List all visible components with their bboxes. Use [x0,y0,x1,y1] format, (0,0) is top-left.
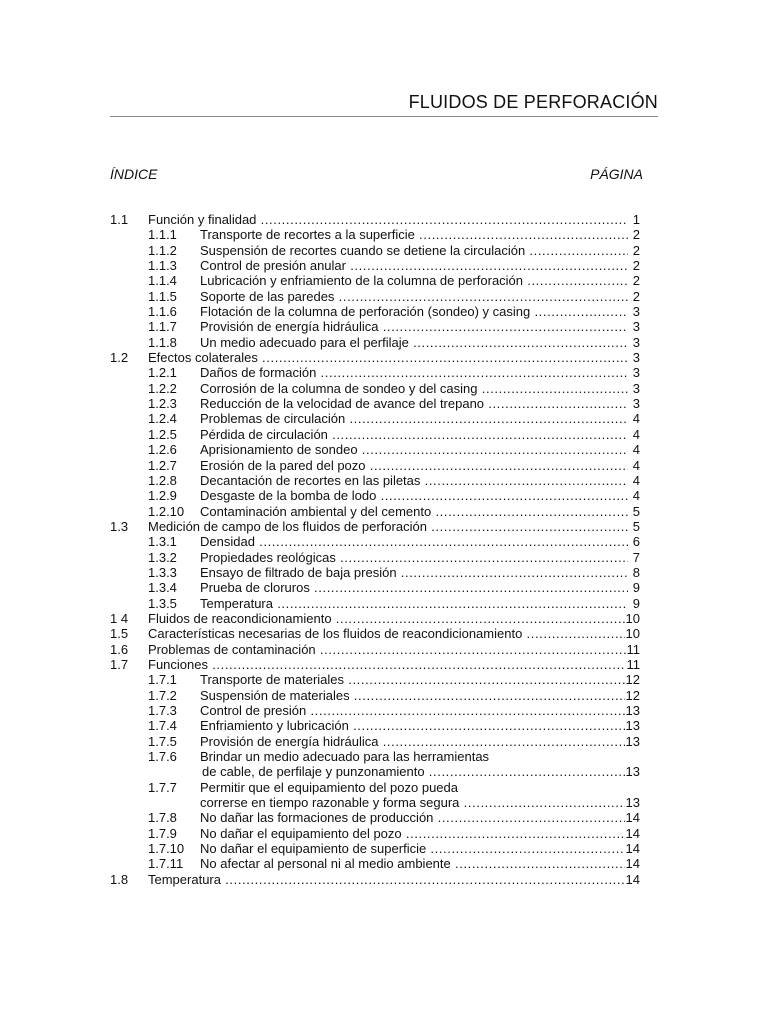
toc-entry-number: 1.7.7 [148,779,177,795]
toc-entry [110,841,640,856]
toc-entry-title: Ensayo de filtrado de baja presión ..... [200,565,628,580]
toc-entry-title: Daños de formación ..... [200,365,628,380]
toc-entry-number: 1.7.11 [148,856,184,872]
toc-entry-page: 3 [632,304,640,320]
toc-entry-page: 3 [632,365,640,381]
toc-entry-title: Reducción de la velocidad de avance del trepano ..... [200,396,628,411]
toc-entry-title: No dañar las formaciones de producción ..... [200,810,628,825]
toc-entry-number: 1.8 [110,871,129,887]
toc-entry-title: Pérdida de circulación ..... [200,427,628,442]
toc-entry-page: 11 [626,656,640,672]
toc-entry-number: 1.2.5 [148,426,177,442]
toc-entry-title: Control de presión ..... [200,703,628,718]
toc-entry-title: Aprisionamiento de sondeo ..... [200,442,628,457]
toc-entry-title: Decantación de recortes en las piletas ..... [200,473,628,488]
toc-entry-title: Suspensión de recortes cuando se detiene la circulación ..... [200,243,628,258]
toc-entry-title: Problemas de contaminación ..... [148,642,628,657]
toc-entry-title: Flotación de la columna de perforación (sondeo) y casing ..... [200,304,628,319]
toc-entry-page: 14 [625,810,640,826]
toc-entry-page: 4 [632,488,640,504]
toc-entry [110,319,640,334]
toc-entry-title: Temperatura ..... [148,872,628,887]
toc-entry [110,596,640,611]
toc-entry [110,672,640,687]
toc-entry-title: Lubricación y enfriamiento de la columna de perforación ..... [200,273,628,288]
toc-entry-number: 1.3.2 [148,549,177,565]
toc-entry-number: 1.1.6 [148,304,177,320]
toc-entry-page: 8 [632,564,640,580]
toc-entry-page: 10 [625,626,640,642]
toc-entry [110,611,640,626]
toc-entry-title: Problemas de circulación ..... [200,411,628,426]
toc-entry-number: 1.7.8 [148,810,177,826]
toc-entry [110,580,640,595]
toc-entry [110,872,640,887]
title-rule [110,116,658,117]
toc-entry-number: 1.1 [110,212,129,227]
toc-entry [110,749,640,764]
toc-entry-title: Provisión de energía hidráulica ..... [200,734,628,749]
toc-entry [110,642,640,657]
toc-entry-title: Contaminación ambiental y del cemento ..... [200,504,628,519]
toc-entry-page: 2 [632,273,640,289]
toc-entry [110,381,640,396]
toc-entry-title: Erosión de la pared del pozo ..... [200,458,628,473]
toc-entry-page: 4 [632,442,640,458]
toc-entry-page: 14 [625,856,640,872]
toc-entry [110,856,640,871]
toc-entry-number: 1.5 [110,626,129,642]
toc-entry-page: 3 [632,334,640,350]
toc-entry-number: 1.7.1 [148,672,177,688]
toc-entry [110,243,640,258]
toc-entry-title: Provisión de energía hidráulica ..... [200,319,628,334]
toc-entry-number: 1.7 [110,656,129,672]
toc-entry-title: Densidad ..... [200,534,628,549]
toc-entry [110,442,640,457]
toc-entry [110,657,640,672]
toc-entry-number: 1.7.9 [148,825,177,841]
toc-entry-page: 6 [632,534,640,550]
toc-entry-page: 3 [632,380,640,396]
toc-entry-number: 1.2.2 [148,380,177,396]
toc-entry-number: 1.3.5 [148,595,177,611]
toc-entry-number: 1.2.4 [148,411,177,427]
toc-entry-number: 1.7.3 [148,703,177,718]
toc-entry [110,718,640,733]
toc-entry-title: Prueba de cloruros ..... [200,580,628,595]
page-heading: PÁGINA [590,166,643,182]
toc-entry-page: 13 [625,764,640,780]
table-of-contents [110,212,640,887]
toc-entry-page: 12 [625,672,640,688]
toc-entry-title: Permitir que el equipamiento del pozo pueda [200,779,459,795]
toc-entry [110,795,640,810]
toc-entry-number: 1.7.5 [148,733,177,749]
toc-entry-page: 13 [625,795,640,811]
toc-entry-number: 1.6 [110,641,129,657]
toc-entry [110,734,640,749]
toc-entry-title: Función y finalidad ..... [148,212,628,227]
toc-entry-number: 1.2.3 [148,396,177,412]
toc-entry-title: No dañar el equipamiento del pozo ..... [200,826,628,841]
toc-entry-page: 3 [632,350,640,366]
toc-entry-number: 1.3.1 [148,534,177,550]
toc-entry [110,427,640,442]
toc-entry-number: 1.3 [110,518,129,534]
toc-entry-title: Suspensión de materiales ..... [200,688,628,703]
toc-entry-page: 2 [632,227,640,243]
toc-entry-page: 2 [632,242,640,258]
toc-entry [110,688,640,703]
toc-entry [110,626,640,641]
toc-entry [110,411,640,426]
toc-entry-title: Enfriamiento y lubricación ..... [200,718,628,733]
toc-entry-page: 4 [632,472,640,488]
toc-entry-title: Fluidos de reacondicionamiento ..... [148,611,628,626]
toc-entry-number: 1.7.4 [148,718,177,734]
toc-entry-number: 1.2 [110,350,129,366]
toc-entry-title: Control de presión anular ..... [200,258,628,273]
toc-entry-number: 1.1.4 [148,273,177,289]
toc-entry-page: 4 [632,411,640,427]
toc-entry [110,810,640,825]
toc-entry-page: 2 [632,288,640,304]
toc-entry [110,519,640,534]
toc-entry-page: 13 [625,733,640,749]
toc-entry-page: 9 [632,580,640,596]
toc-entry [110,458,640,473]
toc-entry [110,350,640,365]
toc-entry-number: 1.3.3 [148,564,177,580]
toc-entry-number: 1.2.10 [148,503,185,519]
toc-entry-page: 3 [632,319,640,335]
index-heading: ÍNDICE [110,166,158,182]
toc-entry-page: 13 [625,703,640,718]
toc-entry-page: 4 [632,457,640,473]
toc-entry [110,273,640,288]
toc-entry-number: 1.7.2 [148,687,177,703]
toc-entry-title: No dañar el equipamiento de superficie ..... [200,841,628,856]
toc-entry [110,488,640,503]
toc-entry [110,703,640,718]
toc-entry-page: 14 [625,841,640,857]
toc-entry-page: 14 [625,871,640,887]
toc-entry [110,565,640,580]
toc-entry-number: 1.3.4 [148,580,177,596]
toc-entry [110,780,640,795]
toc-entry-title: Características necesarias de los fluidos de reacondicionamiento ..... [148,626,628,641]
toc-entry-title: Brindar un medio adecuado para las herramientas [200,749,490,765]
toc-entry-title: Medición de campo de los fluidos de perforación ..... [148,519,628,534]
toc-entry-title: Efectos colaterales ..... [148,350,628,365]
toc-entry [110,504,640,519]
toc-entry-title: Temperatura ..... [200,596,628,611]
toc-entry [110,396,640,411]
toc-entry-number: 1.1.3 [148,258,177,274]
toc-entry [110,304,640,319]
toc-entry-number: 1.1.8 [148,334,177,350]
toc-entry-number: 1.2.9 [148,488,177,504]
toc-entry [110,473,640,488]
toc-entry-page: 14 [625,825,640,841]
toc-entry-page: 13 [625,718,640,734]
toc-entry-page: 3 [632,396,640,412]
toc-entry-page: 4 [632,426,640,442]
toc-entry-page: 12 [625,687,640,703]
toc-entry-page: 1 [632,212,640,227]
toc-entry-number: 1.2.6 [148,442,177,458]
toc-entry-title: No afectar al personal ni al medio ambiente ..... [200,856,628,871]
toc-entry-title: Funciones ..... [148,657,628,672]
toc-entry [110,550,640,565]
toc-entry-number: 1.1.1 [148,227,177,243]
toc-entry-page: 10 [625,610,640,626]
toc-entry-title: Corrosión de la columna de sondeo y del casing ..... [200,381,628,396]
toc-entry [110,365,640,380]
toc-entry-number: 1.1.7 [148,319,177,335]
toc-entry-title: Propiedades reológicas ..... [200,550,628,565]
toc-entry [110,289,640,304]
toc-entry-title: Transporte de recortes a la superficie ..... [200,227,628,242]
toc-entry-title: Soporte de las paredes ..... [200,289,628,304]
toc-entry-page: 5 [632,503,640,519]
toc-entry-number: 1.7.10 [148,841,185,857]
toc-entry-page: 7 [632,549,640,565]
toc-entry [110,212,640,227]
toc-entry [110,258,640,273]
toc-entry-number: 1.1.5 [148,288,177,304]
toc-entry-number: 1.7.6 [148,749,177,765]
toc-entry-title: Transporte de materiales ..... [200,672,628,687]
toc-entry-page: 11 [626,641,640,657]
toc-entry [110,335,640,350]
page-title: FLUIDOS DE PERFORACIÓN [408,92,658,112]
toc-entry [110,764,640,779]
toc-entry-page: 2 [632,258,640,274]
toc-entry-title: correrse en tiempo razonable y forma segura ..... [200,795,628,810]
toc-entry-page: 5 [632,518,640,534]
toc-entry-number: 1 4 [110,610,129,626]
toc-entry [110,826,640,841]
toc-entry-title: Desgaste de la bomba de lodo ..... [200,488,628,503]
toc-entry-number: 1.1.2 [148,242,177,258]
toc-entry-number: 1.2.1 [148,365,177,381]
toc-entry-number: 1.2.7 [148,457,177,473]
toc-entry-title: Un medio adecuado para el perfilaje ..... [200,335,628,350]
toc-entry [110,227,640,242]
toc-entry [110,534,640,549]
toc-entry-title: de cable, de perfilaje y punzonamiento ..... [200,764,628,779]
toc-entry-page: 9 [632,595,640,611]
toc-entry-number: 1.2.8 [148,472,177,488]
